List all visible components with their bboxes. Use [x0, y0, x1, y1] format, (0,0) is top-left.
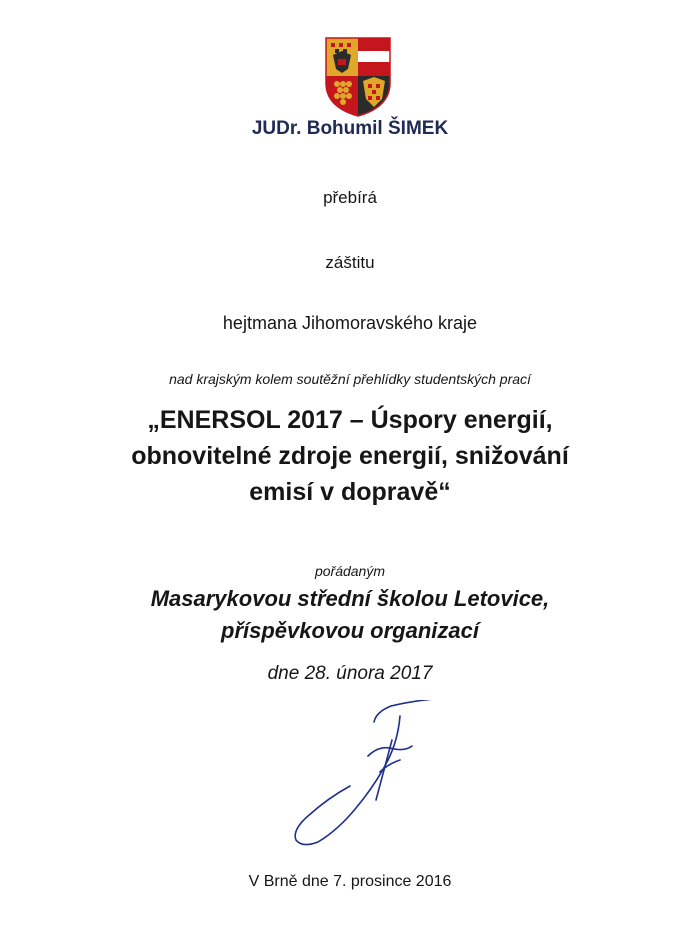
organized-by-label: pořádaným	[314, 563, 386, 579]
event-date: dne 28. února 2017	[267, 663, 433, 684]
event-title-line-2: obnovitelné zdroje energií, snižování	[131, 442, 569, 470]
signature-icon	[288, 700, 458, 850]
coat-of-arms-icon	[325, 37, 391, 117]
intro-text: nad krajským kolem soutěžní přehlídky studentských prací	[169, 371, 531, 387]
organizer-line-1: Masarykovou střední školou Letovice,	[150, 586, 550, 611]
role-text: hejtmana Jihomoravského kraje	[222, 313, 478, 333]
organizer-name	[0, 583, 700, 647]
organizer-line-2: příspěvkovou organizací	[221, 618, 479, 643]
event-title	[0, 402, 700, 510]
patron-name: JUDr. Bohumil ŠIMEK	[251, 118, 449, 139]
event-title-line-3: emisí v dopravě“	[249, 478, 451, 506]
patronage-text: záštitu	[325, 253, 375, 272]
takes-over-text: přebírá	[323, 188, 377, 207]
issue-place-date: V Brně dne 7. prosince 2016	[248, 873, 452, 890]
event-title-line-1: „ENERSOL 2017 – Úspory energií,	[147, 406, 553, 434]
